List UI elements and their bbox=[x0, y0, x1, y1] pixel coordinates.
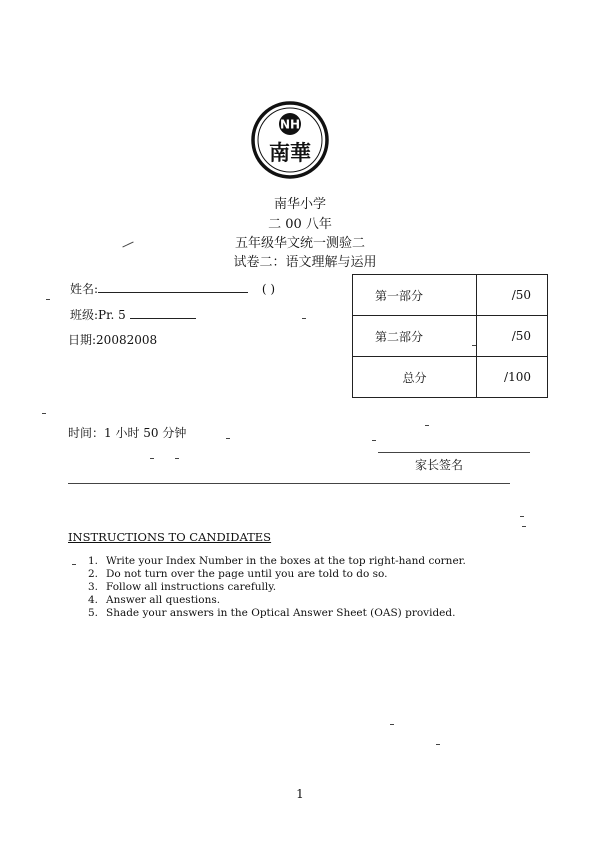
score-table bbox=[352, 274, 548, 398]
table-row bbox=[353, 275, 548, 316]
scan-speck bbox=[520, 516, 524, 517]
scan-speck bbox=[472, 345, 476, 346]
exam-title: 五年级华文统一测验二 bbox=[234, 236, 365, 251]
paper-title: 试卷二：语文理解与运用 bbox=[233, 255, 377, 270]
part-two-label: 第二部分 bbox=[353, 316, 477, 357]
list-item: 3. Follow all instructions carefully. bbox=[87, 581, 277, 593]
name-field bbox=[70, 280, 275, 297]
part-one-score: /50 bbox=[477, 275, 548, 316]
date-label: 日期: bbox=[68, 333, 97, 347]
scan-speck bbox=[175, 458, 179, 459]
name-index-paren: ( ) bbox=[261, 282, 276, 296]
scan-speck bbox=[42, 413, 46, 414]
list-item: 5. Shade your answers in the Optical Answer Sheet (OAS) provided. bbox=[87, 607, 456, 619]
scan-speck bbox=[72, 564, 76, 565]
list-item: 2. Do not turn over the page until you are told to do so. bbox=[87, 568, 388, 580]
scan-speck bbox=[150, 458, 154, 459]
instructions-list bbox=[82, 555, 466, 620]
name-line bbox=[98, 280, 248, 293]
time-field bbox=[68, 424, 186, 441]
scan-speck bbox=[46, 299, 50, 300]
total-score: /100 bbox=[477, 357, 548, 398]
time-label: 时间： bbox=[68, 426, 105, 440]
table-row bbox=[353, 316, 548, 357]
divider bbox=[68, 483, 510, 484]
scan-speck bbox=[436, 744, 440, 745]
list-item: 4. Answer all questions. bbox=[87, 594, 221, 606]
part-one-label: 第一部分 bbox=[353, 275, 477, 316]
scan-speck bbox=[372, 440, 376, 441]
class-field bbox=[70, 306, 196, 323]
part-two-score: /50 bbox=[477, 316, 548, 357]
table-row bbox=[353, 357, 548, 398]
scan-speck bbox=[390, 724, 394, 725]
class-value: Pr. 5 bbox=[98, 308, 126, 322]
scan-speck bbox=[522, 526, 526, 527]
scan-speck bbox=[226, 438, 230, 439]
total-label: 总分 bbox=[353, 357, 477, 398]
scan-speck bbox=[302, 318, 306, 319]
svg-text:NH: NH bbox=[279, 117, 301, 132]
time-value: 1 小时 50 分钟 bbox=[104, 426, 187, 440]
list-item: 1. Write your Index Number in the boxes at the top right-hand corner. bbox=[87, 555, 466, 567]
school-name: 南华小学 bbox=[273, 197, 326, 212]
signature-line bbox=[378, 452, 530, 453]
instructions-heading: INSTRUCTIONS TO CANDIDATES bbox=[68, 530, 272, 544]
school-logo bbox=[250, 100, 330, 180]
date-value: 20082008 bbox=[96, 333, 158, 347]
svg-text:南華: 南華 bbox=[269, 141, 311, 165]
date-field bbox=[68, 331, 157, 348]
page-number: 1 bbox=[296, 787, 304, 801]
class-label: 班级: bbox=[70, 308, 99, 322]
class-line bbox=[130, 306, 196, 319]
scan-speck bbox=[425, 425, 429, 426]
exam-year: 二 00 八年 bbox=[268, 217, 332, 232]
parent-signature-label: 家长签名 bbox=[415, 458, 464, 472]
name-label: 姓名: bbox=[70, 282, 99, 296]
